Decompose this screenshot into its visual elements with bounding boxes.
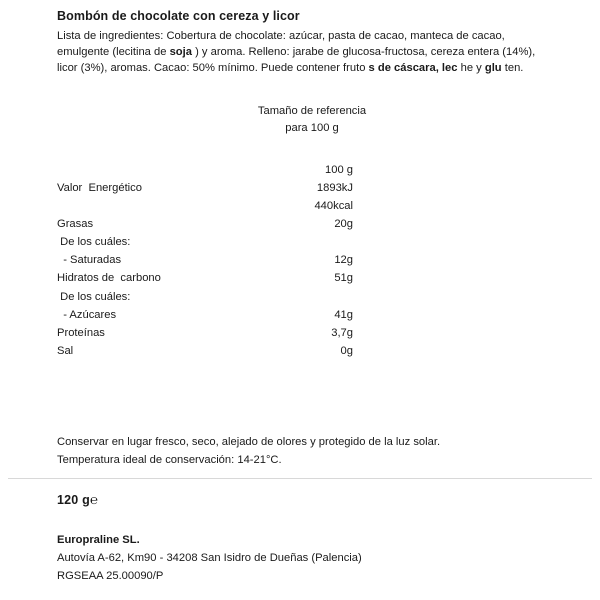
net-weight-value: 120 g xyxy=(57,492,90,507)
nutrition-row-value: 41g xyxy=(334,308,353,321)
table-row xyxy=(57,179,357,197)
nutrition-row-value xyxy=(245,233,357,251)
nutrition-row-name: Sal xyxy=(57,344,74,357)
nutrition-table xyxy=(57,161,357,361)
ingredients-text-part-4: ten. xyxy=(501,62,524,75)
table-row xyxy=(57,306,357,324)
table-row xyxy=(57,342,357,360)
nutrition-row-name: Hidratos de carbono xyxy=(57,272,161,285)
company-registry-number: RGSEAA 25.00090/P xyxy=(57,569,164,582)
nutrition-row-value: 440kcal xyxy=(314,199,353,212)
nutrition-row-value: 51g xyxy=(334,272,353,285)
table-row xyxy=(57,324,357,342)
net-weight xyxy=(57,492,547,507)
nutrition-header-empty xyxy=(57,161,245,179)
nutrition-row-name: - Azúcares xyxy=(57,308,117,321)
reference-size-block xyxy=(57,103,547,137)
ingredients-list xyxy=(57,29,537,77)
allergen-soja: soja xyxy=(169,46,192,59)
nutrition-row-name: De los cuáles: xyxy=(57,290,131,303)
table-row-header xyxy=(57,161,357,179)
nutrition-row-value: 20g xyxy=(334,217,353,230)
company-name: Europraline SL. xyxy=(57,533,140,546)
ingredients-text-part-3: he y xyxy=(457,62,485,75)
nutrition-row-name: Valor Energético xyxy=(57,181,142,194)
nutrition-row-name: De los cuáles: xyxy=(57,236,131,249)
reference-size-line-1: Tamaño de referencia xyxy=(257,104,367,117)
nutrition-column-header: 100 g xyxy=(325,163,353,176)
nutrition-row-name: - Saturadas xyxy=(57,254,122,267)
nutrition-row-name: Proteínas xyxy=(57,326,105,339)
nutrition-row-value xyxy=(245,288,357,306)
company-address: Autovía A-62, Km90 - 34208 San Isidro de Dueñas (Palencia) xyxy=(57,551,362,564)
storage-line-2: Temperatura ideal de conservación: 14-21°C. xyxy=(57,454,282,467)
allergen-gluten: glu xyxy=(484,62,502,75)
ingredients-text-part-1: Lista de ingredientes: Cobertura de chocolate: azúcar, pasta de cacao, manteca de cacao, emulgente (lecitina de xyxy=(57,30,505,59)
product-label xyxy=(57,0,547,600)
storage-instructions xyxy=(57,434,547,470)
allergen-frutos-cascara-leche: s de cáscara, lec xyxy=(368,62,458,75)
table-row xyxy=(57,251,357,269)
table-row xyxy=(57,288,357,306)
company-info xyxy=(57,532,547,586)
nutrition-table-body xyxy=(57,161,357,361)
reference-size-line-2: para 100 g xyxy=(285,121,339,134)
nutrition-row-name xyxy=(57,197,245,215)
nutrition-row-value: 0g xyxy=(340,344,353,357)
storage-line-1: Conservar en lugar fresco, seco, alejado de olores y protegido de la luz solar. xyxy=(57,436,441,449)
nutrition-row-value: 3,7g xyxy=(331,326,353,339)
nutrition-row-name: Grasas xyxy=(57,217,94,230)
table-row xyxy=(57,215,357,233)
estimated-sign-icon: ℮ xyxy=(89,491,98,507)
ingredients-text-part-2: ) y aroma. Relleno: jarabe de glucosa-fructosa, cereza entera (14%), licor (3%), aromas. Cacao: 50% mínimo. Puede contener fruto xyxy=(57,46,536,75)
divider xyxy=(8,478,592,479)
nutrition-row-value: 12g xyxy=(334,254,353,267)
table-row xyxy=(57,233,357,251)
table-row xyxy=(57,197,357,215)
nutrition-row-value: 1893kJ xyxy=(316,181,353,194)
table-row xyxy=(57,269,357,287)
product-title: Bombón de chocolate con cereza y licor xyxy=(57,9,300,23)
